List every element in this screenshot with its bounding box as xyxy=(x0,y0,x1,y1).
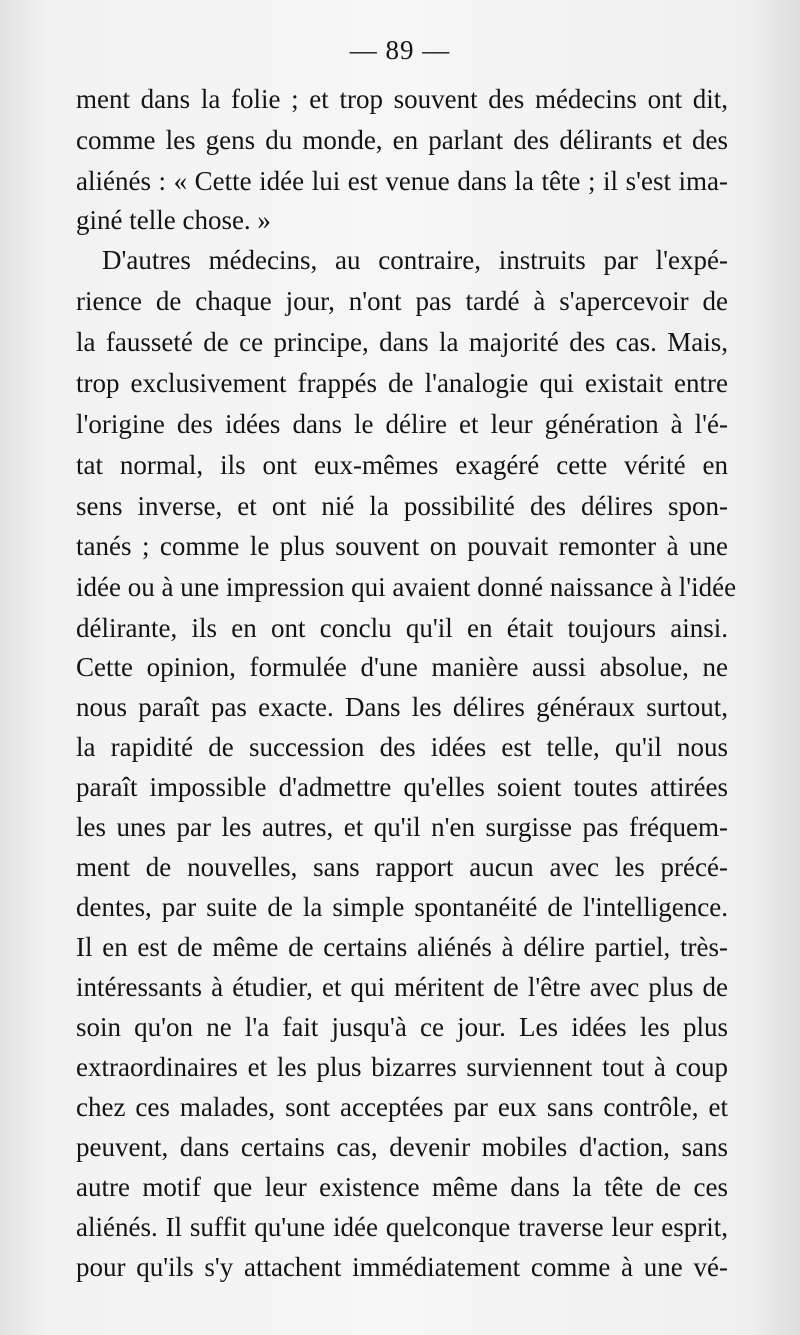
text-line: comme les gens du monde, en parlant des délirants et des xyxy=(76,125,728,155)
text-line: D'autres médecins, au contraire, instruits par l'expé- xyxy=(102,245,728,275)
text-line: autre motif que leur existence même dans la tête de ces xyxy=(76,1172,728,1202)
text-line: l'origine des idées dans le délire et leur génération à l'é- xyxy=(76,409,728,439)
text-line: chez ces malades, sont acceptées par eux sans contrôle, et xyxy=(76,1092,728,1122)
text-line: giné telle chose. » xyxy=(76,205,271,235)
text-line: sens inverse, et ont nié la possibilité des délires spon- xyxy=(76,491,728,521)
text-line: aliénés. Il suffit qu'une idée quelconque traverse leur esprit, xyxy=(76,1212,728,1242)
text-line: tanés ; comme le plus souvent on pouvait remonter à une xyxy=(76,531,728,561)
text-line: idée ou à une impression qui avaient donné naissance à l'idée xyxy=(76,572,737,602)
text-line: la rapidité de succession des idées est telle, qu'il nous xyxy=(76,732,728,762)
text-line: dentes, par suite de la simple spontanéité de l'intelligence. xyxy=(76,892,728,922)
text-line: ment de nouvelles, sans rapport aucun avec les précé- xyxy=(76,852,728,882)
text-line: Cette opinion, formulée d'une manière aussi absolue, ne xyxy=(76,652,728,682)
text-line: paraît impossible d'admettre qu'elles soient toutes attirées xyxy=(76,772,728,802)
text-line: Il en est de même de certains aliénés à délire partiel, très- xyxy=(76,932,728,962)
text-line: les unes par les autres, et qu'il n'en surgisse pas fréquem- xyxy=(76,812,728,842)
page-number: — 89 — xyxy=(349,35,451,65)
text-line: aliénés : « Cette idée lui est venue dans la tête ; il s'est ima- xyxy=(76,166,728,196)
text-line: pour qu'ils s'y attachent immédiatement comme à une vé- xyxy=(76,1252,728,1282)
text-line: rience de chaque jour, n'ont pas tardé à s'apercevoir de xyxy=(76,286,728,316)
text-line: la fausseté de ce principe, dans la majorité des cas. Mais, xyxy=(76,327,728,357)
text-line: délirante, ils en ont conclu qu'il en était toujours ainsi. xyxy=(76,613,728,643)
text-line: trop exclusivement frappés de l'analogie qui existait entre xyxy=(76,368,728,398)
text-line: tat normal, ils ont eux-mêmes exagéré cette vérité en xyxy=(76,450,728,480)
text-line: extraordinaires et les plus bizarres surviennent tout à coup xyxy=(76,1052,728,1082)
text-line: ment dans la folie ; et trop souvent des médecins ont dit, xyxy=(76,84,728,114)
text-line: peuvent, dans certains cas, devenir mobiles d'action, sans xyxy=(76,1132,728,1162)
text-line: nous paraît pas exacte. Dans les délires généraux surtout, xyxy=(76,692,728,722)
text-line: intéressants à étudier, et qui méritent de l'être avec plus de xyxy=(76,972,728,1002)
text-line: soin qu'on ne l'a fait jusqu'à ce jour. Les idées les plus xyxy=(76,1012,728,1042)
